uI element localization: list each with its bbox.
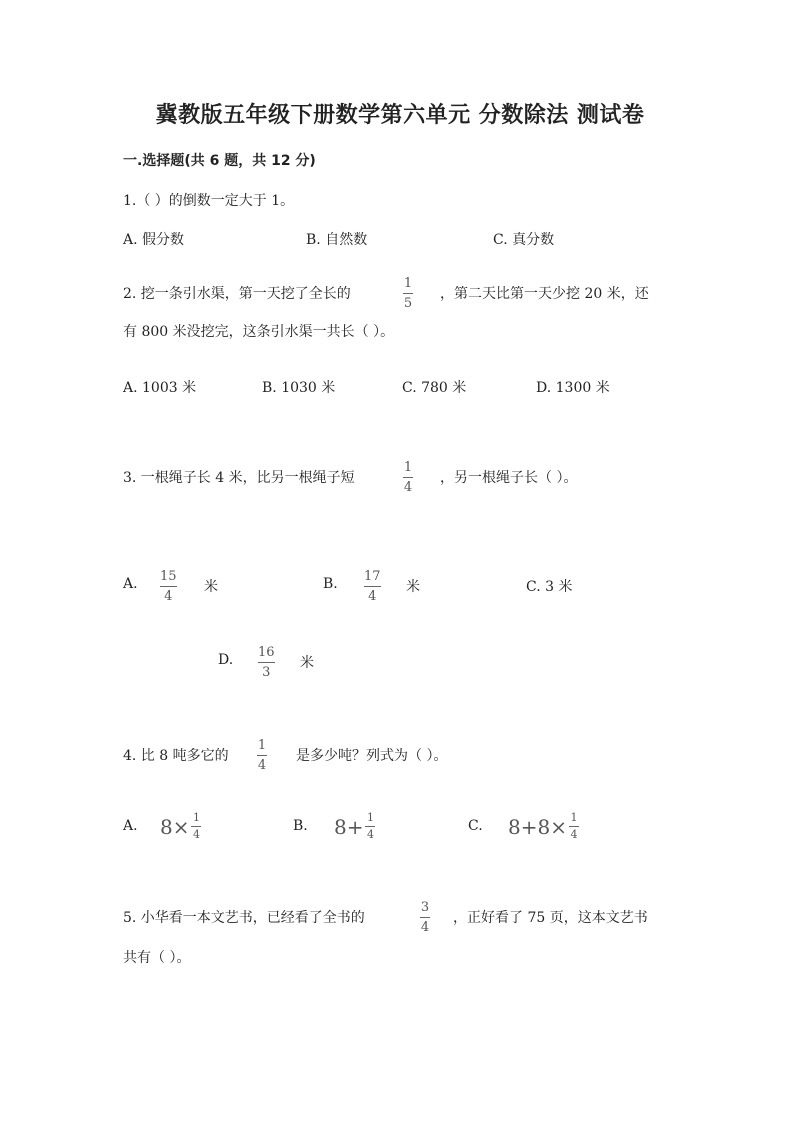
fraction-denominator: 4 <box>403 480 413 495</box>
question-4-text-before: 4. 比 8 吨多它的 <box>123 748 229 764</box>
fraction-numerator: 15 <box>160 569 177 584</box>
q4-option-c-expression <box>508 812 579 841</box>
q4-option-a-expression <box>160 812 201 841</box>
fraction-denominator: 5 <box>403 296 413 311</box>
q1-option-b: B. 自然数 <box>306 232 368 248</box>
q1-option-a: A. 假分数 <box>123 232 185 248</box>
question-1-text: 1.（ ）的倒数一定大于 1。 <box>123 193 295 209</box>
q2-fraction <box>403 276 413 311</box>
q3-option-a-label: A. <box>123 576 138 592</box>
fraction-numerator: 1 <box>257 738 267 753</box>
q3-fraction <box>403 460 413 495</box>
fraction-denominator: 4 <box>570 828 578 841</box>
fraction-bar <box>191 826 201 827</box>
section-heading: 一.选择题(共 6 题，共 12 分) <box>123 153 316 169</box>
q5-fraction <box>420 900 430 935</box>
fraction-bar <box>364 586 381 587</box>
q2-option-b: B. 1030 米 <box>262 380 336 396</box>
question-3-text-after: ，另一根绳子长（ ）。 <box>440 470 578 486</box>
fraction-numerator: 1 <box>403 460 413 475</box>
question-5-line-2: 共有（ ）。 <box>123 950 191 966</box>
q4-option-b-label: B. <box>293 818 308 834</box>
expression-fraction <box>191 812 201 841</box>
fraction-bar <box>420 917 430 918</box>
fraction-numerator: 1 <box>570 811 578 824</box>
fraction-denominator: 4 <box>420 920 430 935</box>
expression-fraction <box>569 812 579 841</box>
q3-option-a-fraction <box>160 569 177 604</box>
q1-option-c: C. 真分数 <box>493 232 555 248</box>
fraction-numerator: 1 <box>403 276 413 291</box>
q3-option-b-fraction <box>364 569 381 604</box>
question-5-text-before: 5. 小华看一本文艺书，已经看了全书的 <box>123 910 365 926</box>
question-2-text-after: ，第二天比第一天少挖 20 米，还 <box>440 286 649 302</box>
fraction-numerator: 3 <box>420 900 430 915</box>
q3-option-b-unit: 米 <box>406 579 420 595</box>
q4-option-c-label: C. <box>468 818 483 834</box>
q3-option-d-unit: 米 <box>300 655 314 671</box>
fraction-numerator: 1 <box>366 811 374 824</box>
fraction-denominator: 4 <box>257 758 267 773</box>
q4-fraction <box>257 738 267 773</box>
page-title: 冀教版五年级下册数学第六单元 分数除法 测试卷 <box>155 103 645 128</box>
fraction-denominator: 4 <box>366 828 374 841</box>
q2-option-a: A. 1003 米 <box>123 380 197 396</box>
q4-option-a-label: A. <box>123 818 138 834</box>
fraction-bar <box>258 662 275 663</box>
fraction-bar <box>403 477 413 478</box>
fraction-numerator: 17 <box>364 569 381 584</box>
fraction-denominator: 4 <box>192 828 200 841</box>
expression-text: 8× <box>160 814 190 839</box>
fraction-bar <box>403 293 413 294</box>
q4-option-b-expression <box>334 812 375 841</box>
fraction-numerator: 1 <box>192 811 200 824</box>
fraction-numerator: 16 <box>258 645 275 660</box>
question-4-text-after: 是多少吨？列式为（ ）。 <box>296 748 448 764</box>
q2-option-d: D. 1300 米 <box>536 380 610 396</box>
fraction-bar <box>160 586 177 587</box>
fraction-bar <box>569 826 579 827</box>
question-2-text-before: 2. 挖一条引水渠，第一天挖了全长的 <box>123 286 351 302</box>
fraction-denominator: 3 <box>262 665 271 680</box>
q3-option-a-unit: 米 <box>204 579 218 595</box>
fraction-bar <box>365 826 375 827</box>
fraction-bar <box>257 755 267 756</box>
q3-option-b-label: B. <box>323 576 338 592</box>
fraction-denominator: 4 <box>164 589 173 604</box>
q3-option-c: C. 3 米 <box>526 579 573 595</box>
question-2-line-2: 有 800 米没挖完，这条引水渠一共长（ ）。 <box>123 324 395 340</box>
expression-text: 8+8× <box>508 814 567 839</box>
expression-fraction <box>365 812 375 841</box>
question-5-text-after: ，正好看了 75 页，这本文艺书 <box>453 910 648 926</box>
fraction-denominator: 4 <box>368 589 377 604</box>
q2-option-c: C. 780 米 <box>402 380 467 396</box>
expression-text: 8+ <box>334 814 364 839</box>
q3-option-d-fraction <box>258 645 275 680</box>
q3-option-d-label: D. <box>218 652 234 668</box>
question-3-text-before: 3. 一根绳子长 4 米，比另一根绳子短 <box>123 470 355 486</box>
